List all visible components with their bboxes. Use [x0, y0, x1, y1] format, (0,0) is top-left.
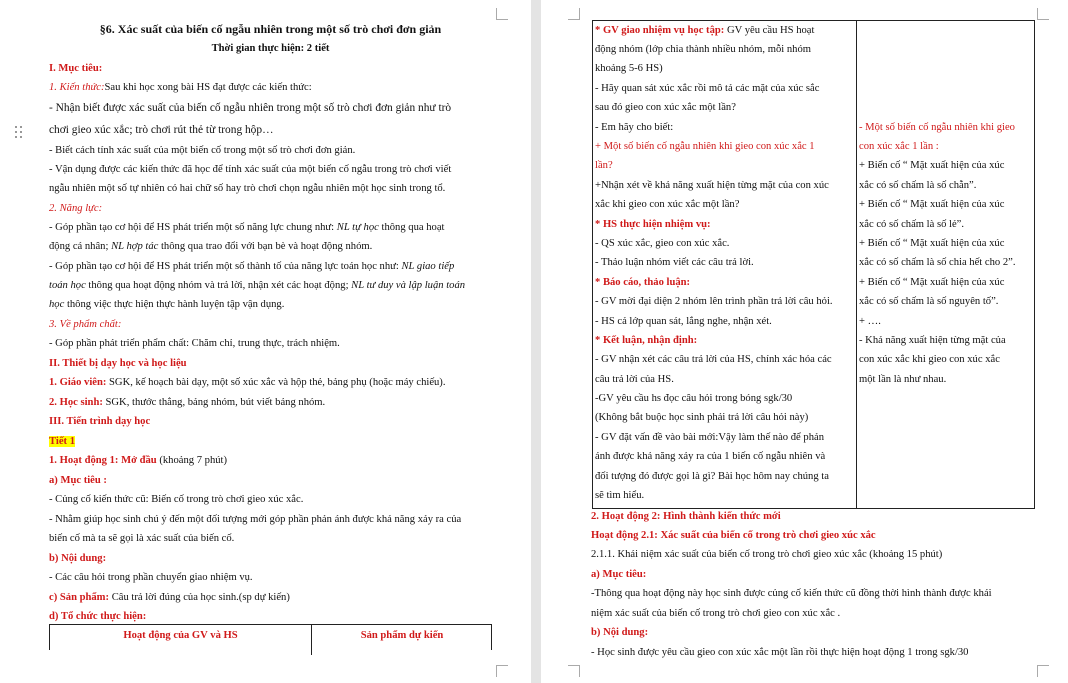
table-cell-line: - Em hãy cho biết: [595, 122, 674, 133]
heading-objectives: I. Mục tiêu: [49, 63, 103, 74]
table-cell-line: * GV giao nhiệm vụ học tập: GV yêu cầu HS hoạt [595, 25, 815, 36]
table-cell-line: - Hãy quan sát xúc xắc rồi mô tả các mặt của xúc sắc [595, 83, 820, 94]
teacher-line: 1. Giáo viên: SGK, kế hoạch bài dạy, một số xúc xắc và hộp thẻ, bảng phụ (hoặc máy chiếu). [49, 377, 446, 388]
paragraph-line: ngẫu nhiên một số tự nhiên có hai chữ số hay trò chơi chọn ngẫu nhiên một học sinh trong tổ. [49, 183, 446, 194]
paragraph-line: học thông việc thực hiện thực hành luyện tập vận dụng. [49, 299, 285, 310]
paragraph-line: động cá nhân; NL hợp tác thông qua trao đổi với bạn bè và hoạt động nhóm. [49, 241, 373, 252]
table-cell-line: con xúc xắc 1 lần : [859, 141, 939, 152]
table-cell-line: - Thảo luận nhóm viết các câu trả lời. [595, 257, 754, 268]
table-cell-line: - GV nhận xét các câu trả lời của HS, chính xác hóa các [595, 354, 832, 365]
product-line: c) Sản phẩm: Câu trả lời đúng của học sinh.(sp dự kiến) [49, 592, 290, 603]
organization-heading: d) Tổ chức thực hiện: [49, 611, 147, 622]
table-cell-line: xắc khi gieo con xúc xắc một lần? [595, 199, 740, 210]
table-cell-line: - GV mời đại diện 2 nhóm lên trình phần trả lời câu hỏi. [595, 296, 833, 307]
table-cell-line: + Một số biến cố ngẫu nhiên khi gieo con xúc xắc 1 [595, 141, 815, 152]
paragraph-line: - Biết cách tính xác suất của một biến cố trong một số trò chơi đơn giản. [49, 145, 356, 156]
table-cell-line: khoảng 5-6 HS) [595, 63, 663, 74]
knowledge-intro: 1. Kiến thức:Sau khi học xong bài HS đạt được các kiến thức: [49, 82, 312, 93]
quality-heading: 3. Về phẩm chất: [49, 319, 122, 330]
student-line: 2. Học sinh: SGK, thước thẳng, bảng nhóm, bút viết bảng nhóm. [49, 397, 326, 408]
paragraph-line: - Nhằm giúp học sinh chú ý đến một đối tượng mới góp phần phản ánh được khả năng xảy ra của [49, 514, 462, 525]
table-cell-heading: * HS thực hiện nhiệm vụ: [595, 219, 711, 230]
activity-table-header [49, 624, 492, 650]
paragraph-line: toán học thông qua hoạt động nhóm và trả lời, nhận xét các hoạt động; NL tư duy và lập luận toán [49, 280, 466, 291]
heading-process: III. Tiến trình dạy học [49, 416, 151, 427]
paragraph-line: -Thông qua hoạt động này học sinh được củng cố kiến thức cũ đồng thời hình thành được khái [591, 588, 992, 599]
lesson-title: §6. Xác suất của biến cố ngẫu nhiên trong một số trò chơi đơn giản [99, 22, 442, 36]
table-cell-heading: * Kết luận, nhận định: [595, 335, 698, 346]
table-cell-line: động nhóm (lớp chia thành nhiều nhóm, mỗi nhóm [595, 44, 811, 55]
table-cell-line: -GV yêu cầu hs đọc câu hỏi trong bóng sgk/30 [595, 393, 793, 404]
table-cell-heading: * Báo cáo, thảo luận: [595, 277, 691, 288]
table-cell-line: - HS cả lớp quan sát, lắng nghe, nhận xét. [595, 316, 772, 327]
table-cell-line: - Một số biến cố ngẫu nhiên khi gieo [859, 122, 1015, 133]
table-cell-line: - QS xúc xắc, gieo con xúc xắc. [595, 238, 730, 249]
table-header-activities: Hoạt động của GV và HS [123, 630, 238, 641]
heading-equipment: II. Thiết bị dạy học và học liệu [49, 358, 187, 369]
table-cell-line: xắc có số chấm là số chẵn”. [859, 180, 977, 191]
paragraph-line: - Học sinh được yêu cầu gieo con xúc xắc một lần rồi thực hiện hoạt động 1 trong sgk/30 [591, 647, 969, 658]
paragraph-line: chơi gieo xúc xắc; trò chơi rút thẻ từ trong hộp… [49, 124, 274, 136]
goal-heading: a) Mục tiêu : [49, 475, 107, 486]
paragraph-line: - Góp phần phát triển phẩm chất: Chăm chỉ, trung thực, trách nhiệm. [49, 338, 340, 349]
paragraph-line: - Góp phần tạo cơ hội để HS phát triển một số thành tố của năng lực toán học như: NL giao tiếp [49, 261, 455, 272]
lesson-1-label: Tiết 1 [49, 436, 75, 447]
corner-mark-bottom-left [566, 665, 580, 679]
table-header-products: Sản phẩm dự kiến [360, 630, 444, 641]
table-cell-line: câu trả lời của HS. [595, 374, 674, 385]
competency-heading: 2. Năng lực: [49, 203, 103, 214]
drag-handle-icon[interactable] [15, 126, 25, 138]
paragraph-line: niệm xác suất của biến cố trong trò chơi gieo con xúc xắc . [591, 608, 841, 619]
right-page [541, 0, 1068, 683]
table-cell-line: con xúc xắc khi gieo con xúc xắc [859, 354, 1000, 365]
paragraph-line: - Góp phần tạo cơ hội để HS phát triển một số năng lực chung như: NL tự học thông qua hoạt [49, 222, 445, 233]
corner-mark-top-right [496, 8, 510, 22]
paragraph-line: - Vận dụng được các kiến thức đã học để tính xác suất của một biến cố ngẫu trong trò chơi viết [49, 164, 452, 175]
table-cell-line: xắc có số chấm là số chia hết cho 2”. [859, 257, 1016, 268]
table-cell-line: +Nhận xét về khả năng xuất hiện từng mặt của con xúc [595, 180, 829, 191]
activity-1-heading: 1. Hoạt động 1: Mở đầu (khoảng 7 phút) [49, 455, 228, 466]
table-cell-line: lần? [595, 160, 613, 171]
table-cell-line: đối tượng đó được gọi là gì? Bài học hôm nay chúng ta [595, 471, 829, 482]
corner-mark-bottom-right [496, 665, 510, 679]
activity-2-1-heading: Hoạt động 2.1: Xác suất của biến cố trong trò chơi gieo xúc xắc [591, 530, 876, 541]
paragraph-line: - Củng cố kiến thức cũ: Biến cố trong trò chơi gieo xúc xắc. [49, 494, 304, 505]
table-cell-line: một lần là như nhau. [859, 374, 947, 385]
corner-mark-top-left [566, 8, 580, 22]
table-cell-line: sau đó gieo con xúc xắc một lần? [595, 102, 736, 113]
paragraph-line: - Các câu hỏi trong phần chuyển giao nhiệm vụ. [49, 572, 253, 583]
table-cell-line: + Biến cố “ Mặt xuất hiện của xúc [859, 277, 1005, 288]
corner-mark-bottom-right [1037, 665, 1051, 679]
table-cell-line: ánh được khả năng xảy ra của 1 biến cố ngẫu nhiên và [595, 451, 826, 462]
paragraph-line: - Nhận biết được xác suất của biến cố ngẫu nhiên trong một số trò chơi đơn giản như trò [49, 102, 452, 114]
table-cell-line: sẽ tìm hiểu. [595, 490, 645, 501]
activity-2-heading: 2. Hoạt động 2: Hình thành kiến thức mới [591, 511, 781, 522]
table-cell-line: + Biến cố “ Mặt xuất hiện của xúc [859, 160, 1005, 171]
table-cell-line: (Không bắt buộc học sinh phải trả lời câu hỏi này) [595, 412, 809, 423]
paragraph-line: biến cố mà ta sẽ gọi là xác suất của biến cố. [49, 533, 235, 544]
table-cell-line: + Biến cố “ Mặt xuất hiện của xúc [859, 238, 1005, 249]
goal-heading: a) Mục tiêu: [591, 569, 647, 580]
table-cell-line: xắc có số chấm là số nguyên tố”. [859, 296, 999, 307]
content-heading: b) Nội dung: [49, 553, 107, 564]
left-page [0, 0, 531, 683]
section-2-1-1: 2.1.1. Khái niệm xác suất của biến cố trong trò chơi gieo xúc xắc (khoảng 15 phút) [591, 549, 943, 560]
table-cell-line: xắc có số chấm là số lẻ”. [859, 219, 965, 230]
corner-mark-top-right [1037, 8, 1051, 22]
table-cell-line: + Biến cố “ Mặt xuất hiện của xúc [859, 199, 1005, 210]
table-column-divider [856, 21, 857, 508]
table-cell-line: - Khả năng xuất hiện từng mặt của [859, 335, 1006, 346]
content-heading: b) Nội dung: [591, 627, 649, 638]
lesson-time: Thời gian thực hiện: 2 tiết [211, 43, 330, 54]
table-cell-line: - GV đặt vấn đề vào bài mới:Vậy làm thế nào để phản [595, 432, 824, 443]
table-cell-line: + …. [859, 316, 881, 327]
